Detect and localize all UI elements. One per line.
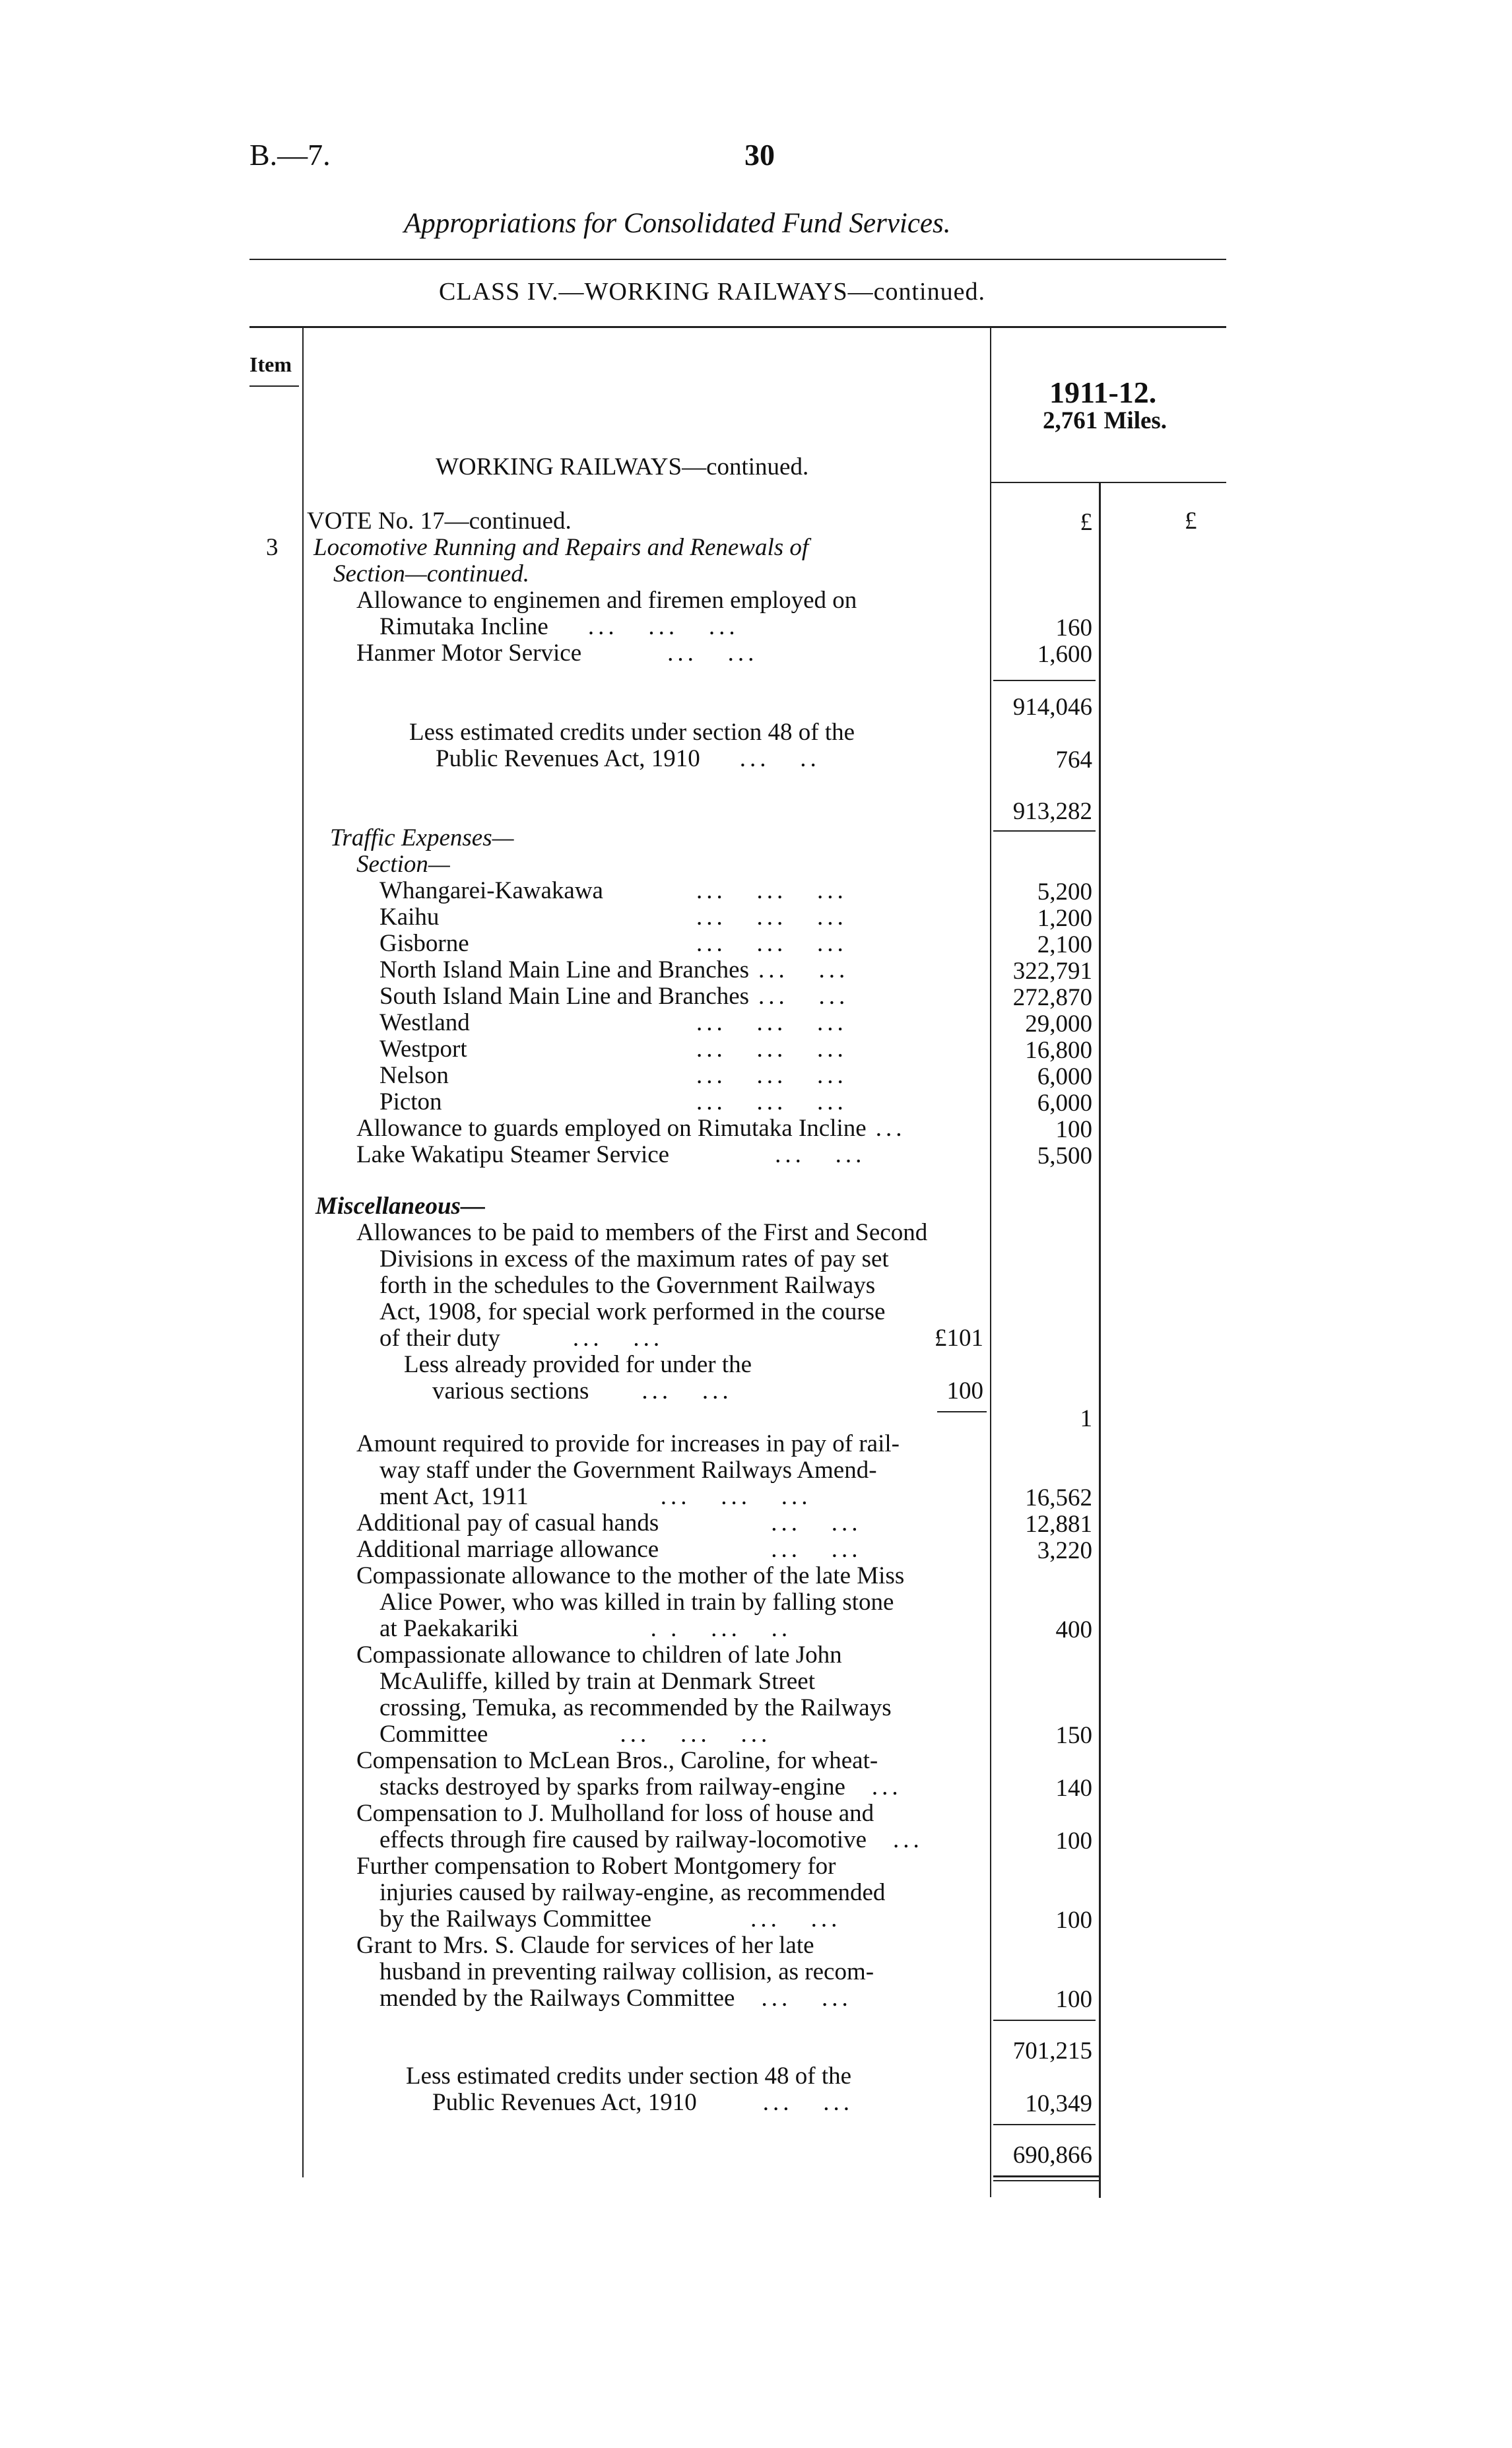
misc-total: 701,215 xyxy=(1012,2037,1092,2065)
section-heading-text: WORKING RAILWAYS—continued. xyxy=(436,453,809,480)
traffic-row-amount: 6,000 xyxy=(1037,1090,1092,1117)
misc-h-line2: effects through fire caused by railway-locomotive ... xyxy=(379,1826,923,1853)
wakatipu-amount: 5,500 xyxy=(1037,1142,1092,1170)
allowance-enginemen-amount: 160 xyxy=(1055,614,1092,642)
year-header-rule xyxy=(990,482,1226,483)
misc-e-line1: Compassionate allowance to the mother of the late Miss xyxy=(356,1562,905,1589)
misc-h-line1: Compensation to J. Mulholland for loss of house and xyxy=(356,1800,874,1827)
misc-i-line2: injuries caused by railway-engine, as recommended xyxy=(379,1879,886,1906)
loco-total: 914,046 xyxy=(1012,694,1092,721)
traffic-row-amount: 1,200 xyxy=(1037,905,1092,932)
guards-amount: 100 xyxy=(1055,1116,1092,1143)
traffic-heading: Traffic Expenses— xyxy=(330,824,514,851)
allowance-enginemen-line2: Rimutaka Incline ... ... ... xyxy=(379,613,739,640)
misc-i-line3: by the Railways Committee ... ... xyxy=(379,1905,841,1933)
traffic-row-label: South Island Main Line and Branches xyxy=(379,983,750,1010)
misc-subtotal-rule xyxy=(993,2020,1096,2021)
loco-less-line2: Public Revenues Act, 1910 ... .. xyxy=(436,745,820,772)
traffic-row-label: Whangarei-Kawakawa xyxy=(379,877,603,904)
misc-j-line1: Grant to Mrs. S. Claude for services of her late xyxy=(356,1932,814,1959)
misc-net-top-rule xyxy=(993,2124,1096,2125)
traffic-row: South Island Main Line and Branches ... ... xyxy=(379,983,849,1010)
misc-less-line1: Less estimated credits under section 48 of the xyxy=(406,2063,852,2090)
misc-f-line2: McAuliffe, killed by train at Denmark Street xyxy=(379,1668,815,1695)
traffic-row-leader: ... ... ... xyxy=(696,930,847,957)
traffic-row xyxy=(379,1089,442,1115)
hanmer-row: Hanmer Motor Service ... ... xyxy=(356,640,758,667)
traffic-row-label: Picton xyxy=(379,1088,442,1115)
misc-a-subtotal-rule xyxy=(937,1411,987,1412)
item-number: 3 xyxy=(266,534,279,561)
item-column-header: Item xyxy=(249,352,292,376)
traffic-row-amount: 29,000 xyxy=(1025,1010,1092,1038)
misc-a-line7: various sections ... ... xyxy=(432,1377,733,1405)
misc-e-line3: at Paekakariki . . ... .. xyxy=(379,1615,792,1642)
misc-b-line1: Amount required to provide for increases in pay of rail- xyxy=(356,1430,900,1457)
traffic-row-label: Gisborne xyxy=(379,930,469,957)
misc-net-double-rule-2 xyxy=(993,2180,1099,2181)
loco-less-amount: 764 xyxy=(1055,746,1092,774)
traffic-row-amount: 272,870 xyxy=(1012,984,1092,1011)
traffic-row-leader: ... ... ... xyxy=(696,1088,847,1115)
misc-c-row: Additional pay of casual hands ... ... xyxy=(356,1509,862,1537)
misc-d-row: Additional marriage allowance ... ... xyxy=(356,1536,862,1563)
misc-b-line2: way staff under the Government Railways Amend- xyxy=(379,1457,877,1484)
loco-subtotal-rule xyxy=(993,680,1096,681)
misc-b-line3: ment Act, 1911 ... ... ... xyxy=(379,1483,812,1510)
misc-d-label: Additional marriage allowance xyxy=(356,1536,659,1563)
traffic-row xyxy=(379,1063,449,1089)
wakatipu-row: Lake Wakatipu Steamer Service ... ... xyxy=(356,1141,866,1168)
traffic-row xyxy=(379,1010,470,1036)
misc-h-line2-text: effects through fire caused by railway-locomotive xyxy=(379,1826,867,1853)
misc-f-line4-text: Committee xyxy=(379,1721,488,1748)
misc-i-line1: Further compensation to Robert Montgomery for xyxy=(356,1853,836,1880)
misc-i-amount: 100 xyxy=(1055,1907,1092,1934)
traffic-row-amount: 16,800 xyxy=(1025,1037,1092,1064)
traffic-row-label: Westport xyxy=(379,1036,467,1063)
item-column-rule xyxy=(302,326,304,2177)
traffic-row: North Island Main Line and Branches ... ... xyxy=(379,956,849,983)
loco-heading xyxy=(313,535,983,561)
misc-a-subamount1: £101 xyxy=(935,1325,983,1352)
traffic-row-leader: ... ... ... xyxy=(696,1009,847,1036)
hanmer-amount: 1,600 xyxy=(1037,641,1092,668)
misc-a-line5: of their duty ... ... xyxy=(379,1325,664,1352)
misc-e-amount: 400 xyxy=(1055,1616,1092,1643)
traffic-row-amount: 2,100 xyxy=(1037,931,1092,958)
traffic-row-leader: ... ... ... xyxy=(696,1036,847,1063)
page-title: Appropriations for Consolidated Fund Services. xyxy=(404,208,951,239)
guards-row: Allowance to guards employed on Rimutaka Incline ... xyxy=(356,1115,906,1142)
year-header: 1911-12. xyxy=(1049,376,1157,409)
misc-a-line6: Less already provided for under the xyxy=(404,1351,752,1378)
misc-h-amount: 100 xyxy=(1055,1828,1092,1855)
miles-header: 2,761 Miles. xyxy=(1043,407,1167,434)
wakatipu-label: Lake Wakatipu Steamer Service xyxy=(356,1141,670,1168)
misc-j-line3-text: mended by the Railways Committee xyxy=(379,1985,735,2012)
misc-e-line3-text: at Paekakariki xyxy=(379,1615,519,1642)
traffic-row xyxy=(379,878,603,904)
traffic-row xyxy=(379,904,439,931)
loco-less-line1: Less estimated credits under section 48 of the xyxy=(409,719,855,746)
loco-net: 913,282 xyxy=(1012,798,1092,825)
misc-a-line3: forth in the schedules to the Government Railways xyxy=(379,1272,876,1299)
misc-a-amount: 1 xyxy=(1080,1405,1092,1432)
vote-heading: VOTE No. 17—continued. xyxy=(307,508,572,535)
misc-f-line3: crossing, Temuka, as recommended by the Railways xyxy=(379,1694,892,1721)
allowance-enginemen-label: Rimutaka Incline xyxy=(379,613,548,640)
traffic-row xyxy=(379,931,469,957)
misc-c-amount: 12,881 xyxy=(1025,1511,1092,1538)
misc-heading: Miscellaneous— xyxy=(315,1193,485,1220)
misc-b-amount: 16,562 xyxy=(1025,1484,1092,1511)
misc-d-amount: 3,220 xyxy=(1037,1537,1092,1564)
loco-heading-line1: Locomotive Running and Repairs and Renewals of xyxy=(313,534,809,561)
title-rule xyxy=(249,259,1226,260)
pound-sign-1: £ xyxy=(1080,509,1092,536)
misc-g-line2: stacks destroyed by sparks from railway-engine ... xyxy=(379,1773,902,1801)
hanmer-label: Hanmer Motor Service xyxy=(356,640,582,667)
traffic-row-leader: ... ... ... xyxy=(696,877,847,904)
misc-c-label: Additional pay of casual hands xyxy=(356,1509,659,1537)
traffic-subheading: Section— xyxy=(356,851,450,878)
page-number: 30 xyxy=(744,138,775,172)
misc-j-amount: 100 xyxy=(1055,1986,1092,2013)
misc-f-line4: Committee ... ... ... xyxy=(379,1721,772,1748)
amount-column-right-rule xyxy=(1099,482,1101,2198)
pound-sign-2: £ xyxy=(1185,508,1197,535)
misc-a-subamount2: 100 xyxy=(946,1377,983,1405)
misc-less-line2: Public Revenues Act, 1910 ... ... xyxy=(432,2089,854,2116)
misc-e-line2: Alice Power, who was killed in train by falling stone xyxy=(379,1589,894,1616)
misc-a-line5-text: of their duty xyxy=(379,1325,500,1352)
misc-j-line2: husband in preventing railway collision, as recom- xyxy=(379,1958,874,1985)
item-header-rule xyxy=(249,385,299,387)
traffic-row-leader: ... ... ... xyxy=(696,904,847,931)
document-reference: B.—7. xyxy=(249,138,331,172)
misc-net: 690,866 xyxy=(1012,2142,1092,2169)
misc-a-line2: Divisions in excess of the maximum rates of pay set xyxy=(379,1245,889,1273)
misc-a-line4: Act, 1908, for special work performed in the course xyxy=(379,1298,886,1325)
traffic-row-amount: 322,791 xyxy=(1012,958,1092,985)
traffic-row-amount: 5,200 xyxy=(1037,878,1092,906)
traffic-row-label: Kaihu xyxy=(379,904,440,931)
misc-j-line3: mended by the Railways Committee ... ... xyxy=(379,1985,852,2012)
amount-column-left-rule xyxy=(990,326,991,2197)
table-top-rule xyxy=(249,326,1226,328)
guards-label: Allowance to guards employed on Rimutaka Incline xyxy=(356,1115,867,1142)
misc-g-line2-text: stacks destroyed by sparks from railway-engine xyxy=(379,1773,845,1801)
misc-f-line1: Compassionate allowance to children of late John xyxy=(356,1641,842,1669)
traffic-row-label: Nelson xyxy=(379,1062,449,1089)
class-line: CLASS IV.—WORKING RAILWAYS—continued. xyxy=(439,278,985,306)
misc-less-amount: 10,349 xyxy=(1025,2090,1092,2117)
misc-b-line3-text: ment Act, 1911 xyxy=(379,1483,529,1510)
traffic-row-amount: 6,000 xyxy=(1037,1063,1092,1090)
traffic-row-label: North Island Main Line and Branches xyxy=(379,956,749,983)
misc-net-double-rule-1 xyxy=(993,2175,1099,2177)
misc-i-line3-text: by the Railways Committee xyxy=(379,1905,652,1933)
traffic-row xyxy=(379,1036,467,1063)
loco-less-label: Public Revenues Act, 1910 xyxy=(436,745,700,772)
misc-a-line1: Allowances to be paid to members of the First and Second xyxy=(356,1219,928,1246)
traffic-row-leader: ... ... ... xyxy=(696,1062,847,1089)
allowance-enginemen-line1: Allowance to enginemen and firemen employed on xyxy=(356,587,857,614)
misc-g-amount: 140 xyxy=(1055,1775,1092,1802)
loco-heading-line2: Section—continued. xyxy=(333,560,529,587)
section-heading xyxy=(436,454,808,480)
loco-net-rule xyxy=(993,830,1096,832)
misc-g-line1: Compensation to McLean Bros., Caroline, for wheat- xyxy=(356,1747,878,1774)
misc-f-amount: 150 xyxy=(1055,1722,1092,1749)
traffic-row-label: Westland xyxy=(379,1009,470,1036)
misc-a-line7-text: various sections xyxy=(432,1377,589,1405)
misc-less-label: Public Revenues Act, 1910 xyxy=(432,2089,697,2116)
